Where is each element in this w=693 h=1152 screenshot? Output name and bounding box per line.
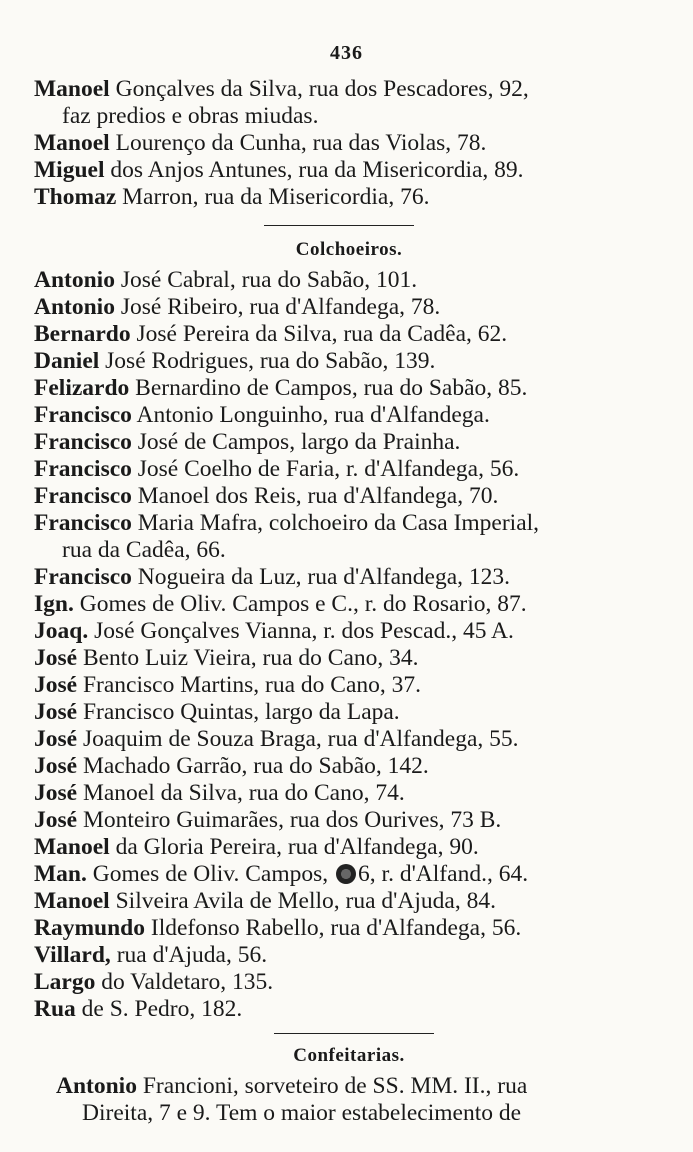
section-divider <box>264 225 414 226</box>
entry-detail: Lourenço da Cunha, rua das Violas, 78. <box>109 130 487 156</box>
list-item-continuation: Direita, 7 e 9. Tem o maior estabelecimento de <box>82 1100 522 1126</box>
entry-detail-tail: 6, r. d'Alfand., 64. <box>358 861 529 887</box>
entry-detail: Francisco Martins, rua do Cano, 37. <box>77 672 422 698</box>
list-item <box>34 861 664 888</box>
entry-name: Antonio <box>34 294 115 320</box>
entry-detail: Francisco Quintas, largo da Lapa. <box>77 699 400 725</box>
entry-detail: José de Campos, largo da Prainha. <box>131 429 461 455</box>
entry-name: Thomaz <box>34 184 117 210</box>
entry-name: Francisco <box>34 510 132 536</box>
list-item <box>34 753 664 780</box>
list-item <box>34 618 664 645</box>
entry-detail: José Cabral, rua do Sabão, 101. <box>114 267 418 293</box>
entry-name: Bernardo <box>34 321 131 347</box>
entry-detail: Monteiro Guimarães, rua dos Ourives, 73 B. <box>77 807 502 833</box>
entry-detail: da Gloria Pereira, rua d'Alfandega, 90. <box>109 834 479 860</box>
list-item <box>34 699 664 726</box>
list-item <box>34 942 664 969</box>
entry-name: José <box>34 672 78 698</box>
entry-name: Largo <box>34 969 96 995</box>
page-number: 436 <box>330 42 363 64</box>
list-item <box>34 645 664 672</box>
section-heading-confeitarias <box>34 1023 664 1073</box>
list-item <box>34 780 664 807</box>
list-item <box>34 915 664 942</box>
entry-detail: Antonio Longuinho, rua d'Alfandega. <box>131 402 490 428</box>
entry-detail: Manoel da Silva, rua do Cano, 74. <box>77 780 405 806</box>
entry-detail: José Rodrigues, rua do Sabão, 139. <box>99 348 436 374</box>
entry-detail: Maria Mafra, colchoeiro da Casa Imperial, <box>131 510 540 536</box>
list-item <box>34 402 664 429</box>
entry-name: Francisco <box>34 456 132 482</box>
entry-detail: Ildefonso Rabello, rua d'Alfandega, 56. <box>145 915 522 941</box>
list-item <box>34 483 664 510</box>
entry-name: Villard, <box>34 942 111 968</box>
entry-detail: Joaquim de Souza Braga, rua d'Alfandega, 55. <box>77 726 519 752</box>
list-item <box>34 510 664 537</box>
section-divider <box>274 1033 434 1034</box>
directory-entries <box>34 76 664 1127</box>
entry-name: José <box>34 726 78 752</box>
section-title: Colchoeiros. <box>295 239 403 260</box>
list-item-continuation: faz predios e obras miudas. <box>62 103 319 129</box>
entry-detail: José Ribeiro, rua d'Alfandega, 78. <box>114 294 441 320</box>
list-item <box>34 888 664 915</box>
entry-detail: Gonçalves da Silva, rua dos Pescadores, 92, <box>109 76 529 102</box>
entry-name: Manoel <box>34 888 110 914</box>
entry-detail: Nogueira da Luz, rua d'Alfandega, 123. <box>131 564 511 590</box>
entry-name: José <box>34 807 78 833</box>
entry-name: Felizardo <box>34 375 130 401</box>
emblem-icon <box>336 864 356 884</box>
entry-name: Francisco <box>34 483 132 509</box>
list-item <box>34 969 664 996</box>
list-item <box>34 375 664 402</box>
entry-name: Manoel <box>34 76 110 102</box>
entry-name: José <box>34 645 78 671</box>
entry-detail: Gomes de Oliv. Campos, <box>86 861 329 887</box>
entry-name: José <box>34 753 78 779</box>
entry-detail: Marron, rua da Misericordia, 76. <box>116 184 430 210</box>
list-item <box>34 76 664 103</box>
entry-name: Raymundo <box>34 915 146 941</box>
entry-name: Man. <box>34 861 87 887</box>
entry-detail: rua d'Ajuda, 56. <box>110 942 268 968</box>
entry-detail: Machado Garrão, rua do Sabão, 142. <box>77 753 429 779</box>
list-item-continuation: rua da Cadêa, 66. <box>62 537 226 563</box>
entry-name: Joaq. <box>34 618 89 644</box>
entry-name: Francisco <box>34 402 132 428</box>
list-item <box>34 834 664 861</box>
entry-name: Rua <box>34 996 76 1022</box>
entry-name: José <box>34 699 78 725</box>
list-item <box>34 184 664 211</box>
list-item <box>34 267 664 294</box>
entry-name: José <box>34 780 78 806</box>
entry-name: Miguel <box>34 157 105 183</box>
section-heading-colchoeiros <box>34 211 664 267</box>
entry-detail: do Valdetaro, 135. <box>95 969 274 995</box>
list-item <box>34 726 664 753</box>
entry-detail: José Gonçalves Vianna, r. dos Pescad., 45 A. <box>88 618 514 644</box>
list-item <box>34 672 664 699</box>
entry-name: Antonio <box>56 1073 137 1099</box>
list-item <box>34 1073 664 1100</box>
list-item <box>34 564 664 591</box>
list-item <box>34 456 664 483</box>
entry-name: Manoel <box>34 834 110 860</box>
list-item <box>34 348 664 375</box>
entry-detail: Francioni, sorveteiro de SS. MM. II., rua <box>136 1073 528 1099</box>
list-item <box>34 130 664 157</box>
entry-detail: Bento Luiz Vieira, rua do Cano, 34. <box>77 645 419 671</box>
entry-name: Francisco <box>34 429 132 455</box>
entry-detail: Manoel dos Reis, rua d'Alfandega, 70. <box>131 483 499 509</box>
section-title: Confeitarias. <box>293 1045 405 1066</box>
entry-detail: Gomes de Oliv. Campos e C., r. do Rosario, 87. <box>73 591 527 617</box>
entry-detail: dos Anjos Antunes, rua da Misericordia, 89. <box>104 157 524 183</box>
list-item <box>34 996 664 1023</box>
list-item <box>34 157 664 184</box>
list-item <box>34 321 664 348</box>
entry-name: Daniel <box>34 348 100 374</box>
entry-name: Manoel <box>34 130 110 156</box>
entry-detail: José Coelho de Faria, r. d'Alfandega, 56. <box>131 456 520 482</box>
entry-detail: José Pereira da Silva, rua da Cadêa, 62. <box>130 321 508 347</box>
list-item <box>34 429 664 456</box>
entry-detail: Bernardino de Campos, rua do Sabão, 85. <box>129 375 528 401</box>
entry-detail: Silveira Avila de Mello, rua d'Ajuda, 84. <box>109 888 496 914</box>
entry-name: Francisco <box>34 564 132 590</box>
list-item <box>34 807 664 834</box>
list-item <box>34 591 664 618</box>
entry-detail: de S. Pedro, 182. <box>75 996 243 1022</box>
list-item <box>34 294 664 321</box>
entry-name: Antonio <box>34 267 115 293</box>
entry-name: Ign. <box>34 591 74 617</box>
